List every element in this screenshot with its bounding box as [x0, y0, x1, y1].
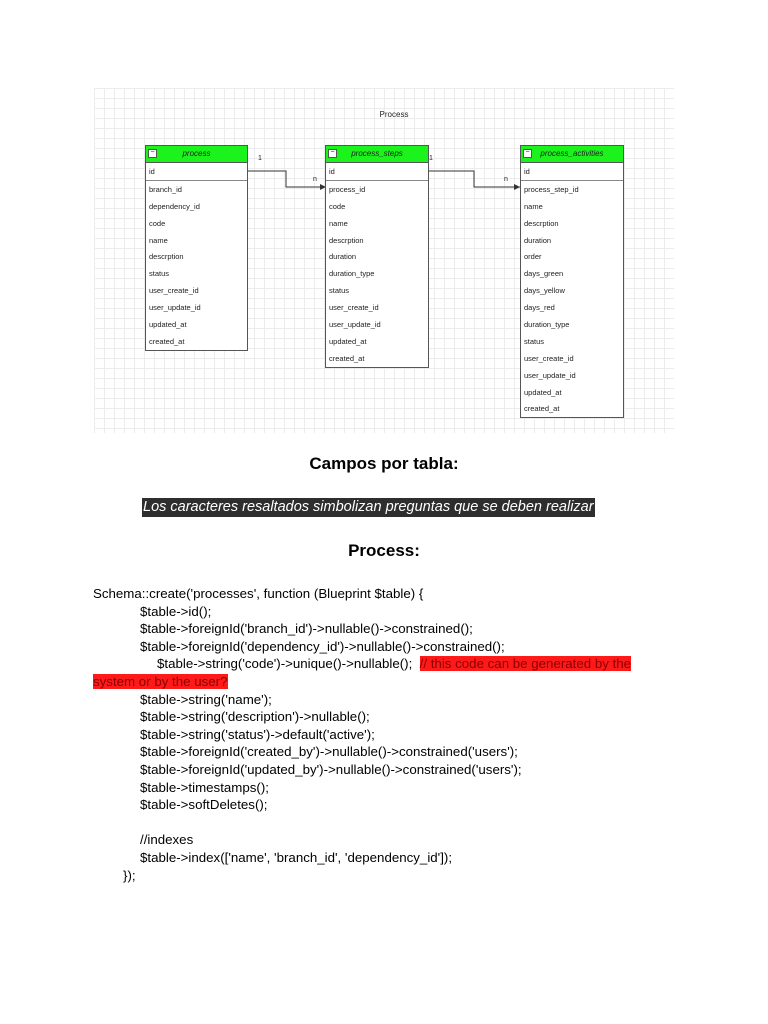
- table-name: process: [182, 149, 211, 158]
- table-field: code: [149, 218, 166, 228]
- code-text: $table->string('code')->unique()->nullable();: [157, 656, 413, 672]
- code-line: $table->foreignId('created_by')->nullable()->constrained('users');: [140, 744, 518, 760]
- table-field: user_create_id: [329, 303, 379, 313]
- table-name: process_steps: [351, 149, 403, 158]
- table-field: process_step_id: [521, 180, 623, 198]
- table-field: dependency_id: [149, 201, 200, 211]
- table-field: status: [329, 286, 350, 296]
- code-line: $table->softDeletes();: [140, 797, 268, 813]
- relation-1-to: n: [313, 176, 317, 183]
- highlight-note: Los caracteres resaltados simbolizan preguntas que se deben realizar: [143, 499, 594, 515]
- code-line: $table->string('description')->nullable();: [140, 709, 370, 725]
- code-blank-line: [93, 814, 678, 832]
- relation-1-from: 1: [258, 155, 262, 162]
- code-line: //indexes: [140, 832, 194, 848]
- table-field: id: [149, 167, 155, 176]
- collapse-icon[interactable]: −: [328, 149, 337, 158]
- table-field: created_at: [329, 353, 365, 363]
- table-field: name: [524, 201, 543, 211]
- table-field: duration_type: [524, 320, 570, 330]
- table-field: days_yellow: [524, 286, 565, 296]
- table-field: days_green: [524, 269, 564, 279]
- code-line: $table->timestamps();: [140, 779, 269, 795]
- table-field: status: [149, 269, 170, 279]
- table-field: updated_at: [329, 336, 367, 346]
- table-field: branch_id: [146, 180, 247, 198]
- table-field: descrption: [149, 252, 184, 262]
- relation-2-from: 1: [429, 155, 433, 162]
- collapse-icon[interactable]: −: [148, 149, 157, 158]
- code-line: $table->string('name');: [140, 691, 272, 707]
- relation-2-to: n: [504, 176, 508, 183]
- table-field: days_red: [524, 303, 555, 313]
- table-field: duration_type: [329, 269, 375, 279]
- table-field: updated_at: [524, 387, 562, 397]
- table-name: process_activities: [540, 149, 604, 158]
- table-header: [521, 146, 623, 163]
- code-line: $table->string('status')->default('active');: [140, 726, 375, 742]
- er-diagram: [94, 88, 674, 433]
- table-field: order: [524, 252, 542, 262]
- table-field: user_update_id: [149, 303, 201, 313]
- code-line: $table->foreignId('dependency_id')->nullable()->constrained();: [140, 638, 505, 654]
- code-line: $table->index(['name', 'branch_id', 'dependency_id']);: [140, 849, 453, 865]
- table-field: descrption: [329, 235, 364, 245]
- code-line: Schema::create('processes', function (Blueprint $table) {: [93, 586, 424, 601]
- process-title: Process:: [348, 541, 420, 560]
- table-field: status: [524, 336, 545, 346]
- table-field: user_create_id: [524, 353, 574, 363]
- table-field: name: [329, 218, 348, 228]
- table-field: user_create_id: [149, 286, 199, 296]
- collapse-icon[interactable]: −: [523, 149, 532, 158]
- section-title: Campos por tabla:: [309, 454, 459, 473]
- table-field: duration: [524, 235, 552, 245]
- code-line: $table->foreignId('branch_id')->nullable()->constrained();: [140, 621, 473, 637]
- code-block: [93, 585, 678, 884]
- question-comment: system or by the user?: [93, 673, 228, 689]
- code-line-question-continued: [93, 673, 678, 691]
- table-field: user_update_id: [524, 370, 576, 380]
- question-comment: // this code can be generated by the: [419, 656, 632, 672]
- code-line-with-question: [93, 655, 678, 673]
- table-field: user_update_id: [329, 320, 381, 330]
- table-field: process_id: [326, 180, 428, 198]
- table-field: created_at: [149, 336, 185, 346]
- table-field: id: [329, 167, 335, 176]
- table-field: updated_at: [149, 320, 187, 330]
- table-process-steps: [325, 145, 429, 368]
- table-header: [146, 146, 247, 163]
- code-line: });: [123, 867, 136, 883]
- table-field: name: [149, 235, 168, 245]
- table-header: [326, 146, 428, 163]
- table-field: created_at: [524, 404, 560, 414]
- code-line: $table->foreignId('updated_by')->nullable()->constrained('users');: [140, 761, 522, 777]
- table-field: id: [524, 167, 530, 176]
- table-field: duration: [329, 252, 357, 262]
- table-field: code: [329, 201, 346, 211]
- table-process: [145, 145, 248, 351]
- table-process-activities: [520, 145, 624, 418]
- table-field: descrption: [524, 218, 559, 228]
- code-line: $table->id();: [140, 603, 212, 619]
- diagram-title: Process: [379, 110, 409, 119]
